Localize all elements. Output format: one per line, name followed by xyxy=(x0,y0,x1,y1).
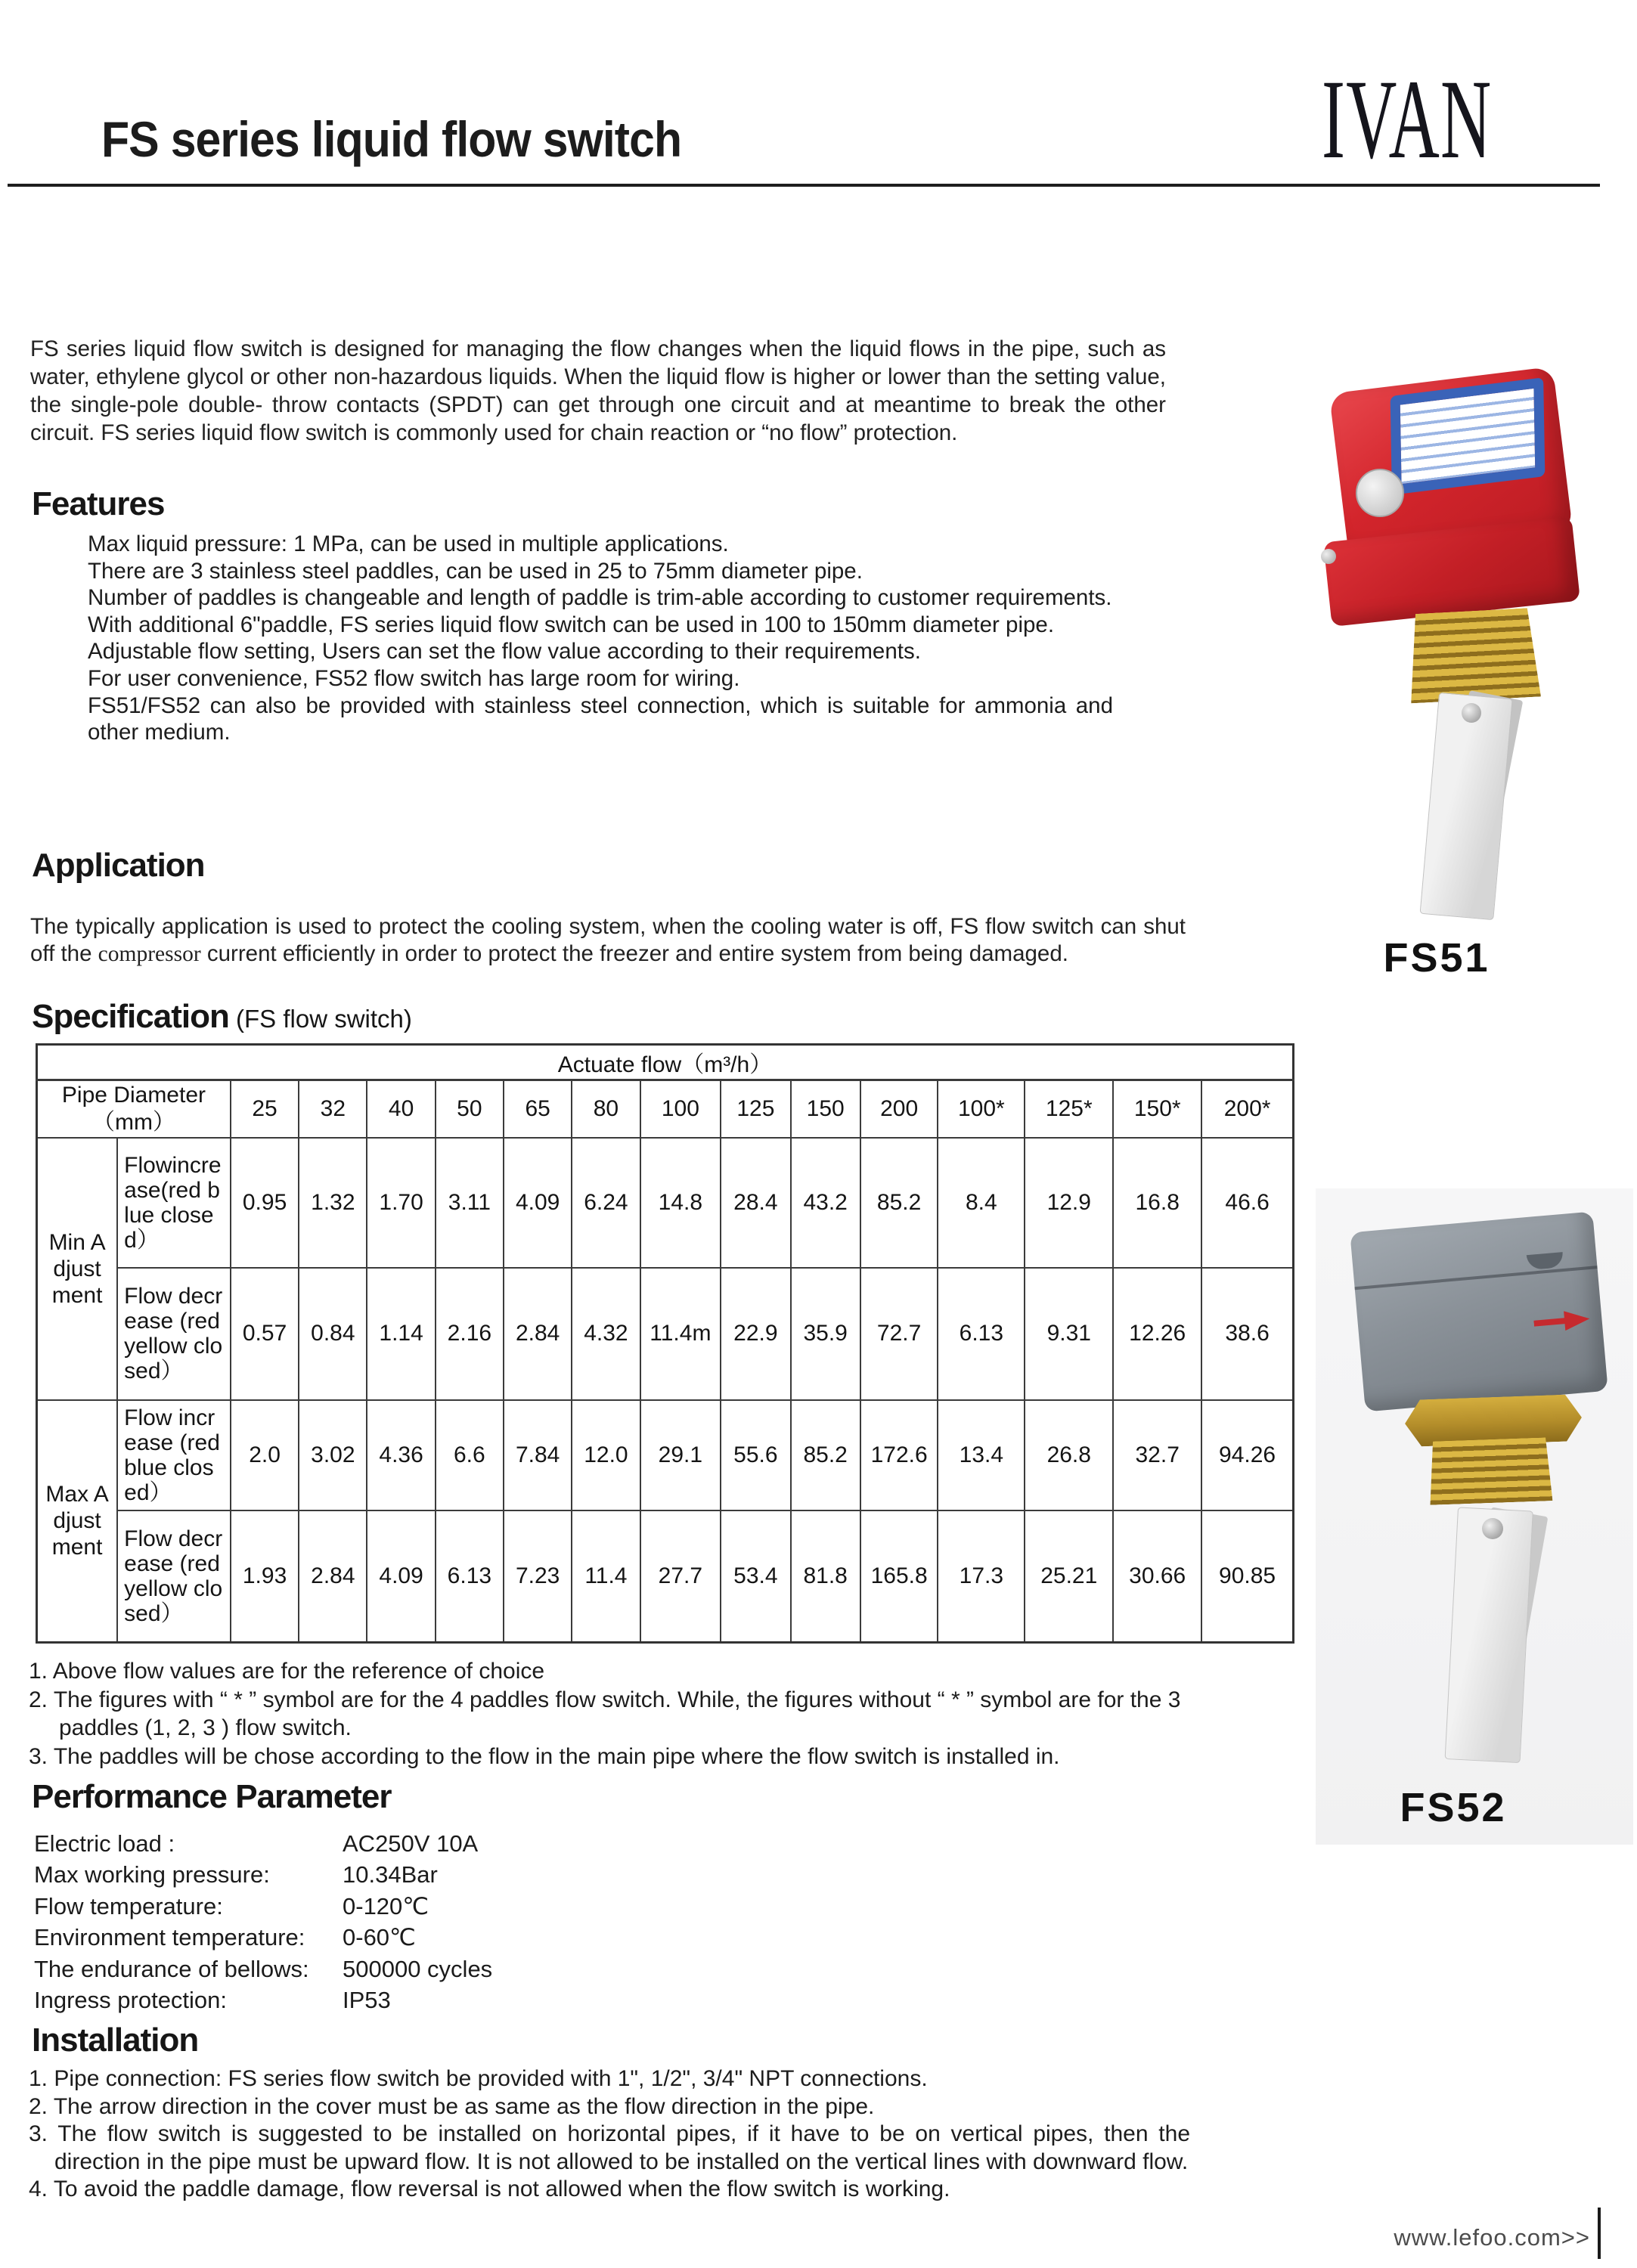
row-description: Flow decrease (red yellow closed） xyxy=(117,1268,231,1400)
note-item: 1. Above flow values are for the reference of choice xyxy=(29,1659,545,1684)
installation-heading: Installation xyxy=(32,2022,199,2059)
flow-value-cell: 94.26 xyxy=(1201,1400,1293,1510)
performance-row xyxy=(34,1923,492,1954)
column-header: 25 xyxy=(231,1080,299,1138)
fs52-product-image xyxy=(1316,1188,1633,1845)
flow-value-cell: 12.26 xyxy=(1113,1268,1201,1400)
fs52-flow-arrow-icon xyxy=(1533,1309,1591,1333)
column-header: 200* xyxy=(1201,1080,1293,1138)
feature-item: With additional 6"paddle, FS series liquid flow switch can be used in 100 to 150mm diameter pipe. xyxy=(88,612,1055,637)
installation-list xyxy=(29,2065,1190,2204)
flow-value-cell: 2.84 xyxy=(299,1510,367,1643)
flow-value-cell: 165.8 xyxy=(860,1510,938,1643)
notes-list xyxy=(29,1657,1212,1771)
performance-heading: Performance Parameter xyxy=(32,1778,392,1815)
column-header: 40 xyxy=(367,1080,435,1138)
fs51-round-badge xyxy=(1356,469,1404,517)
install-item: 2. The arrow direction in the cover must be as same as the flow direction in the pipe. xyxy=(29,2093,875,2119)
fs51-brass-thread xyxy=(1406,608,1541,704)
column-header: 125 xyxy=(721,1080,790,1138)
fs52-paddle xyxy=(1445,1507,1533,1763)
performance-value: IP53 xyxy=(343,1987,391,2014)
fs52-caption: FS52 xyxy=(1400,1785,1507,1830)
performance-value: 0-60℃ xyxy=(343,1924,416,1951)
flow-value-cell: 29.1 xyxy=(640,1400,721,1510)
fs52-lid-seam xyxy=(1355,1266,1598,1290)
flow-value-cell: 8.4 xyxy=(938,1138,1025,1268)
column-header: 150 xyxy=(791,1080,860,1138)
performance-value: 500000 cycles xyxy=(343,1955,493,1982)
flow-value-cell: 28.4 xyxy=(721,1138,790,1268)
feature-item: Number of paddles is changeable and length of paddle is trim-able according to customer requirements. xyxy=(88,585,1112,611)
flow-value-cell: 2.84 xyxy=(504,1268,572,1400)
performance-row xyxy=(34,1985,492,2017)
flow-value-cell: 3.11 xyxy=(436,1138,504,1268)
flow-value-cell: 53.4 xyxy=(721,1510,790,1643)
fs52-lid-notch xyxy=(1527,1252,1564,1270)
column-header: 100* xyxy=(938,1080,1025,1138)
feature-item: FS51/FS52 can also be provided with stainless steel connection, which is suitable for ammonia and other medium. xyxy=(88,692,1113,745)
fs51-paddle xyxy=(1420,692,1513,920)
fs51-screw-icon xyxy=(1321,549,1336,564)
flow-value-cell: 38.6 xyxy=(1201,1268,1293,1400)
flow-value-cell: 46.6 xyxy=(1201,1138,1293,1268)
spec-table xyxy=(36,1043,1294,1644)
performance-label: Ingress protection: xyxy=(34,1987,228,2014)
specification-subheading: (FS flow switch) xyxy=(228,1005,412,1033)
flow-value-cell: 6.13 xyxy=(938,1268,1025,1400)
performance-list xyxy=(34,1828,492,2016)
performance-label: Electric load : xyxy=(34,1830,175,1857)
specification-heading-text: Specification xyxy=(32,998,229,1035)
performance-row xyxy=(34,1828,492,1860)
column-header: 80 xyxy=(572,1080,640,1138)
note-item: 2. The figures with “ * ” symbol are for the 4 paddles flow switch. While, the figures without “ * ” symbol are for the 3 paddles (1, 2, 3 ) flow switch. xyxy=(29,1687,1181,1740)
feature-item: There are 3 stainless steel paddles, can be used in 25 to 75mm diameter pipe. xyxy=(88,558,863,584)
performance-row xyxy=(34,1860,492,1892)
flow-value-cell: 14.8 xyxy=(640,1138,721,1268)
flow-value-cell: 27.7 xyxy=(640,1510,721,1643)
fs51-product-image xyxy=(1312,354,1637,928)
flow-value-cell: 1.14 xyxy=(367,1268,435,1400)
flow-value-cell: 72.7 xyxy=(860,1268,938,1400)
flow-value-cell: 25.21 xyxy=(1025,1510,1113,1643)
flow-value-cell: 1.93 xyxy=(231,1510,299,1643)
column-header: 200 xyxy=(860,1080,938,1138)
flow-value-cell: 11.4m xyxy=(640,1268,721,1400)
flow-value-cell: 35.9 xyxy=(791,1268,860,1400)
adjustment-group-label: Max Adjustment xyxy=(37,1400,118,1643)
features-list xyxy=(88,531,1113,746)
fs52-brass-hex-nut xyxy=(1404,1394,1583,1447)
flow-value-cell: 4.09 xyxy=(367,1510,435,1643)
flow-value-cell: 85.2 xyxy=(860,1138,938,1268)
row-description: Flow increase (red blue closed） xyxy=(117,1400,231,1510)
flow-value-cell: 55.6 xyxy=(721,1400,790,1510)
application-text-after: current efficiently in order to protect the freezer and entire system from being damaged. xyxy=(200,940,1068,966)
flow-value-cell: 3.02 xyxy=(299,1400,367,1510)
application-text xyxy=(30,913,1186,968)
column-header: 100 xyxy=(640,1080,721,1138)
column-header: 150* xyxy=(1113,1080,1201,1138)
application-text-before: The typically application is used to protect the cooling system, when the cooling water is off, FS flow switch can shut off the xyxy=(30,913,1186,966)
performance-value: 0-120℃ xyxy=(343,1892,429,1919)
flow-value-cell: 43.2 xyxy=(791,1138,860,1268)
features-heading: Features xyxy=(32,485,165,522)
footer-edge-mark xyxy=(1598,2208,1601,2259)
flow-value-cell: 4.32 xyxy=(572,1268,640,1400)
flow-value-cell: 2.16 xyxy=(436,1268,504,1400)
feature-item: Max liquid pressure: 1 MPa, can be used in multiple applications. xyxy=(88,531,729,556)
flow-value-cell: 22.9 xyxy=(721,1268,790,1400)
intro-paragraph: FS series liquid flow switch is designed for managing the flow changes when the liquid flows in the pipe, such as water, ethylene glycol or other non-hazardous liquids. When the liquid flow is higher or lower than the setting value, the single-pole double- throw contacts (SPDT) can get through one circuit and at meantime to break the other circuit. FS series liquid flow switch is commonly used for chain reaction or “no flow” protection. xyxy=(30,336,1166,445)
title-divider xyxy=(8,184,1600,187)
performance-value: 10.34Bar xyxy=(343,1861,438,1888)
flow-value-cell: 4.36 xyxy=(367,1400,435,1510)
flow-value-cell: 1.70 xyxy=(367,1138,435,1268)
adjustment-group-label: Min Adjustment xyxy=(37,1138,118,1400)
footer-url[interactable]: www.lefoo.com>> xyxy=(1394,2224,1590,2251)
fs51-label-sticker xyxy=(1391,377,1546,495)
application-heading: Application xyxy=(32,847,205,884)
fs52-paddle-screw-icon xyxy=(1482,1518,1503,1539)
flow-value-cell: 0.84 xyxy=(299,1268,367,1400)
flow-value-cell: 81.8 xyxy=(791,1510,860,1643)
flow-value-cell: 12.0 xyxy=(572,1400,640,1510)
brand-logo: IVAN xyxy=(1322,57,1493,182)
flow-value-cell: 30.66 xyxy=(1113,1510,1201,1643)
flow-value-cell: 0.57 xyxy=(231,1268,299,1400)
feature-item: Adjustable flow setting, Users can set the flow value according to their requirements. xyxy=(88,639,921,665)
flow-value-cell: 17.3 xyxy=(938,1510,1025,1643)
flow-value-cell: 1.32 xyxy=(299,1138,367,1268)
flow-value-cell: 12.9 xyxy=(1025,1138,1113,1268)
row-description: Flow decrease (red yellow closed） xyxy=(117,1510,231,1643)
column-header: 50 xyxy=(436,1080,504,1138)
performance-label: The endurance of bellows: xyxy=(34,1955,309,1982)
performance-row xyxy=(34,1954,492,1985)
install-item: 4. To avoid the paddle damage, flow reversal is not allowed when the flow switch is working. xyxy=(29,2177,950,2201)
application-compressor-word: compressor xyxy=(98,941,201,966)
flow-value-cell: 2.0 xyxy=(231,1400,299,1510)
flow-value-cell: 6.24 xyxy=(572,1138,640,1268)
row-description: Flowincrease(red blue closed） xyxy=(117,1138,231,1268)
fs51-paddle-screw-icon xyxy=(1462,703,1481,723)
note-item: 3. The paddles will be chose according to the flow in the main pipe where the flow switch is installed in. xyxy=(29,1743,1060,1769)
install-item: 1. Pipe connection: FS series flow switch be provided with 1", 1/2", 3/4" NPT connections. xyxy=(29,2066,928,2091)
flow-value-cell: 6.13 xyxy=(436,1510,504,1643)
flow-value-cell: 0.95 xyxy=(231,1138,299,1268)
pipe-diameter-header: Pipe Diameter（mm） xyxy=(37,1080,231,1138)
column-header: 125* xyxy=(1025,1080,1113,1138)
fs51-caption: FS51 xyxy=(1383,935,1490,981)
performance-value: AC250V 10A xyxy=(343,1830,479,1857)
column-header: 32 xyxy=(299,1080,367,1138)
flow-value-cell: 16.8 xyxy=(1113,1138,1201,1268)
performance-label: Environment temperature: xyxy=(34,1924,305,1951)
flow-value-cell: 32.7 xyxy=(1113,1400,1201,1510)
feature-item: For user convenience, FS52 flow switch has large room for wiring. xyxy=(88,665,740,691)
flow-value-cell: 7.23 xyxy=(504,1510,572,1643)
flow-value-cell: 172.6 xyxy=(860,1400,938,1510)
performance-label: Max working pressure: xyxy=(34,1861,270,1888)
specification-heading xyxy=(32,998,412,1036)
performance-label: Flow temperature: xyxy=(34,1892,223,1919)
flow-value-cell: 11.4 xyxy=(572,1510,640,1643)
page-title: FS series liquid flow switch xyxy=(101,111,682,167)
install-item: 3. The flow switch is suggested to be installed on horizontal pipes, if it have to be on vertical pipes, then the direction in the pipe must be upward flow. It is not allowed to be installed on the vertical lines with downward flow. xyxy=(29,2121,1190,2174)
flow-value-cell: 7.84 xyxy=(504,1400,572,1510)
flow-value-cell: 9.31 xyxy=(1025,1268,1113,1400)
fs52-brass-thread xyxy=(1428,1437,1553,1505)
flow-value-cell: 26.8 xyxy=(1025,1400,1113,1510)
performance-row xyxy=(34,1891,492,1923)
column-header: 65 xyxy=(504,1080,572,1138)
flow-value-cell: 85.2 xyxy=(791,1400,860,1510)
flow-value-cell: 13.4 xyxy=(938,1400,1025,1510)
actuate-flow-header: Actuate flow（m³/h） xyxy=(37,1045,1294,1080)
flow-value-cell: 6.6 xyxy=(436,1400,504,1510)
fs52-gray-enclosure xyxy=(1350,1211,1608,1411)
flow-value-cell: 90.85 xyxy=(1201,1510,1293,1643)
flow-value-cell: 4.09 xyxy=(504,1138,572,1268)
